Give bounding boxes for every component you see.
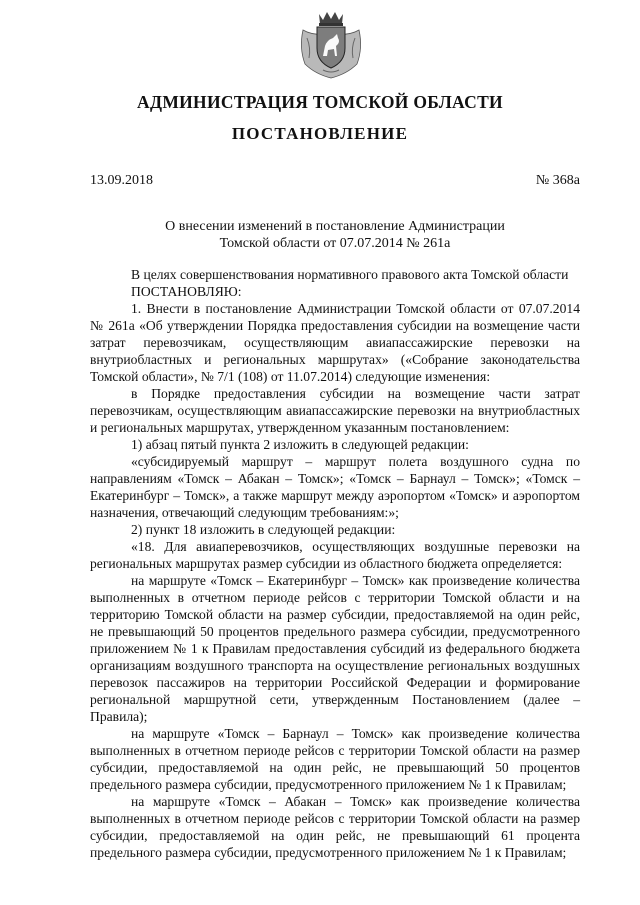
body-paragraph: ПОСТАНОВЛЯЮ: <box>131 284 242 299</box>
body-paragraph: «субсидируемый маршрут – маршрут полета воздушного судна по направлениям «Томск – Абакан – Томск»; «Томск – Барнаул – Томск»; «Томск – Екатеринбург – Томск», а также маршрут между аэропортом «Томск» и аэропортом назначения, отвечающий следующим требованиям:»; <box>90 454 580 520</box>
subject-line: Томской области от 07.07.2014 № 261а <box>219 236 451 251</box>
body-paragraph: 1) абзац пятый пункта 2 изложить в следующей редакции: <box>131 437 469 452</box>
body-paragraph: на маршруте «Томск – Абакан – Томск» как произведение количества выполненных в отчетном периоде рейсов с территории Томской области на размер субсидии, предоставляемой на один рейс, не превышающий 61 процента предельного размера субсидии, предусмотренного приложением № 1 к Правилам; <box>90 794 580 860</box>
body-paragraph: на маршруте «Томск – Екатеринбург – Томск» как произведение количества выполненных в отчетном периоде рейсов с территории Томской области и на территорию Томской области на размер субсидии, предоставляемой на один рейс, не превышающий 50 процентов предельного размера субсидии, предусмотренного приложением № 1 к Правилам предоставления субсидий из федерального бюджета организациям воздушного транспорта на осуществление региональных воздушных перевозок пассажиров на территории Российской Федерации и формирование региональной маршрутной сети, утвержденным Постановлением (далее – Правила); <box>90 573 580 724</box>
body-paragraph: «18. Для авиаперевозчиков, осуществляющих воздушные перевозки на региональных маршрутах размер субсидии из областного бюджета определяется: <box>90 539 580 571</box>
document-body <box>90 266 580 861</box>
body-paragraph: 2) пункт 18 изложить в следующей редакции: <box>131 522 396 537</box>
organization-title: АДМИНИСТРАЦИЯ ТОМСКОЙ ОБЛАСТИ <box>137 92 503 112</box>
body-paragraph: 1. Внести в постановление Администрации Томской области от 07.07.2014 № 261а «Об утверждении Порядка предоставления субсидии на возмещение части затрат перевозчикам, осуществляющим авиапассажирские перевозки на внутриобластных и региональных маршрутах» («Собрание законодательства Томской области», № 7/1 (108) от 11.07.2014) следующие изменения: <box>90 301 580 384</box>
tomsk-coat-of-arms-icon <box>297 8 365 80</box>
document-subject <box>90 218 580 252</box>
subject-line: О внесении изменений в постановление Администрации <box>165 219 505 234</box>
body-paragraph: В целях совершенствования нормативного правового акта Томской области <box>131 267 569 282</box>
document-number: № 368а <box>535 173 580 188</box>
document-date: 13.09.2018 <box>90 173 153 188</box>
body-paragraph: на маршруте «Томск – Барнаул – Томск» как произведение количества выполненных в отчетном периоде рейсов с территории Томской области на размер субсидии, предоставляемой на один рейс, не превышающий 50 процентов предельного размера субсидии, предусмотренного приложением № 1 к Правилам; <box>90 726 580 792</box>
body-paragraph: в Порядке предоставления субсидии на возмещение части затрат перевозчикам, осуществляющим авиапассажирские перевозки на внутриобластных и региональных маршрутах, утвержденном указанным постановлением: <box>90 386 580 435</box>
document-type: ПОСТАНОВЛЕНИЕ <box>231 124 409 143</box>
